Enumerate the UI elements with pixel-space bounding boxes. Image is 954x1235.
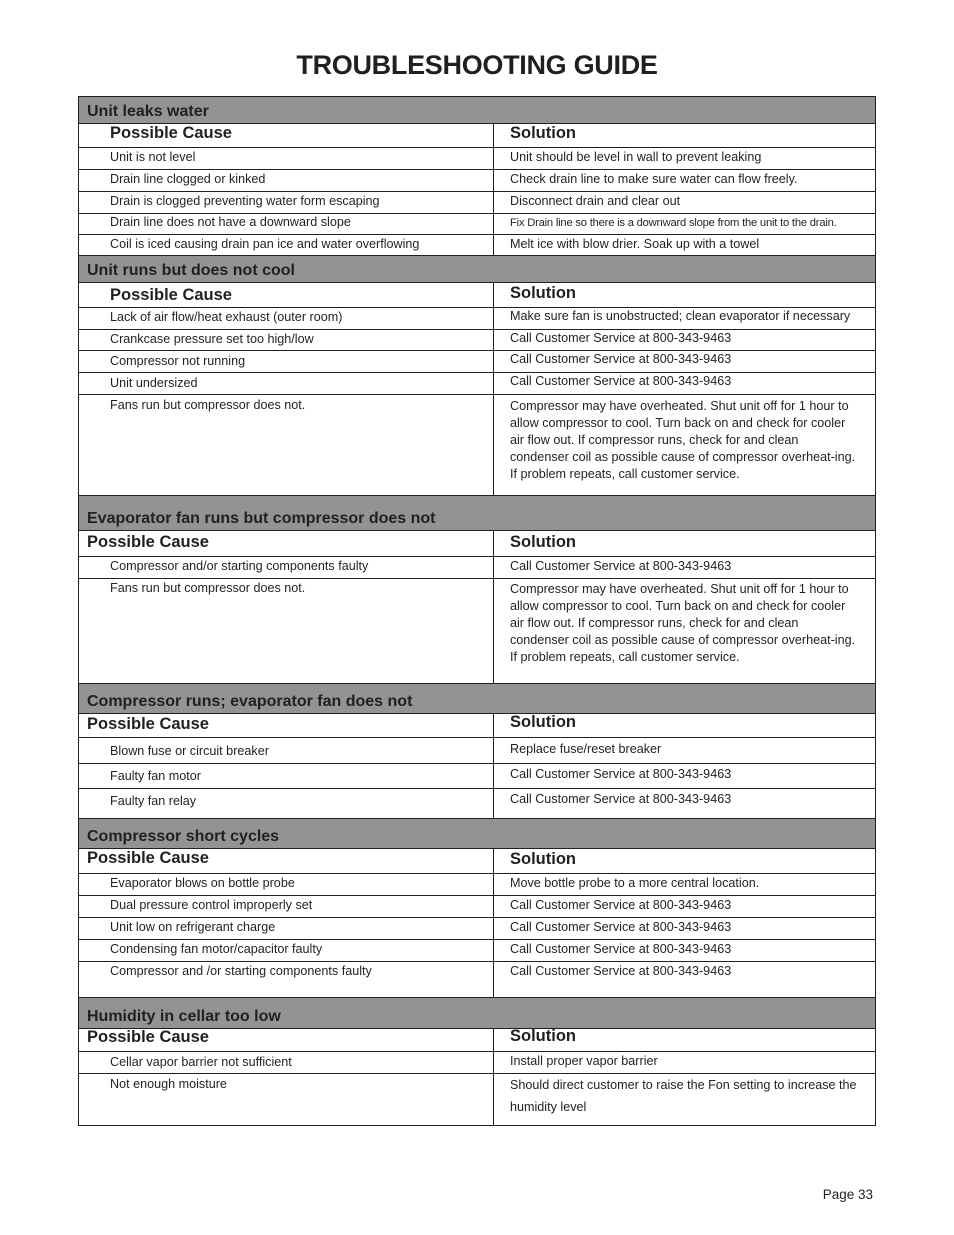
possible-cause-header: Possible Cause bbox=[110, 124, 232, 142]
solution-cell: Call Customer Service at 800-343-9463 bbox=[510, 942, 732, 956]
cause-cell: Faulty fan motor bbox=[110, 769, 201, 783]
column-divider bbox=[493, 849, 494, 998]
solution-cell: Melt ice with blow drier. Soak up with a towel bbox=[510, 237, 760, 251]
page-title: TROUBLESHOOTING GUIDE bbox=[296, 50, 658, 80]
section-unit-leaks-water bbox=[79, 97, 875, 255]
cause-cell: Faulty fan relay bbox=[110, 794, 197, 808]
solution-cell: Call Customer Service at 800-343-9463 bbox=[510, 352, 732, 366]
possible-cause-header: Possible Cause bbox=[87, 533, 209, 551]
cause-cell: Crankcase pressure set too high/low bbox=[110, 332, 314, 346]
solution-cell: Call Customer Service at 800-343-9463 bbox=[510, 331, 732, 345]
cause-cell: Fans run but compressor does not. bbox=[110, 398, 306, 412]
solution-cell: Call Customer Service at 800-343-9463 bbox=[510, 920, 732, 934]
solution-cell: Disconnect drain and clear out bbox=[510, 194, 681, 208]
cause-cell: Compressor not running bbox=[110, 354, 246, 368]
solution-cell: Call Customer Service at 800-343-9463 bbox=[510, 767, 732, 781]
possible-cause-header: Possible Cause bbox=[87, 849, 209, 867]
section-humidity-too-low bbox=[79, 997, 875, 1125]
solution-cell: Compressor may have overheated. Shut unit off for 1 hour to allow compressor to cool. Turn back on and check for cooler air flow out. If compressor runs, check for and clean condenser coil as possible cause of compressor overheat-ing. If problem repeats, call customer service. bbox=[510, 399, 856, 481]
cause-cell: Cellar vapor barrier not sufficient bbox=[110, 1055, 292, 1069]
solution-header: Solution bbox=[510, 713, 576, 731]
section-heading: Evaporator fan runs but compressor does not bbox=[87, 510, 436, 527]
solution-header: Solution bbox=[510, 533, 576, 551]
section-heading-band bbox=[79, 496, 875, 531]
possible-cause-header: Possible Cause bbox=[87, 1028, 209, 1046]
cause-cell: Unit undersized bbox=[110, 376, 198, 390]
section-evaporator-fan-runs bbox=[79, 495, 875, 683]
solution-cell: Unit should be level in wall to prevent leaking bbox=[510, 150, 762, 164]
cause-cell: Blown fuse or circuit breaker bbox=[110, 744, 269, 758]
solution-cell: Call Customer Service at 800-343-9463 bbox=[510, 964, 732, 978]
cause-cell: Drain line clogged or kinked bbox=[110, 172, 266, 186]
cause-cell: Lack of air flow/heat exhaust (outer room) bbox=[110, 310, 343, 324]
solution-cell: Fix Drain line so there is a downward slope from the unit to the drain. bbox=[510, 217, 837, 229]
solution-cell: Make sure fan is unobstructed; clean evaporator if necessary bbox=[510, 309, 851, 323]
section-heading: Unit leaks water bbox=[87, 103, 209, 120]
cause-cell: Compressor and/or starting components faulty bbox=[110, 559, 369, 573]
cause-cell: Evaporator blows on bottle probe bbox=[110, 876, 295, 890]
cause-cell: Fans run but compressor does not. bbox=[110, 581, 306, 595]
solution-header: Solution bbox=[510, 850, 576, 868]
cause-cell: Unit low on refrigerant charge bbox=[110, 920, 276, 934]
section-heading: Compressor short cycles bbox=[87, 828, 280, 845]
troubleshooting-table bbox=[78, 96, 876, 1126]
section-heading-band bbox=[79, 684, 875, 714]
section-unit-runs-not-cool bbox=[79, 255, 875, 495]
section-heading-band bbox=[79, 819, 875, 849]
section-heading-band bbox=[79, 998, 875, 1029]
solution-cell: Should direct customer to raise the Fon setting to increase the humidity level bbox=[510, 1078, 857, 1114]
solution-cell: Call Customer Service at 800-343-9463 bbox=[510, 374, 732, 388]
page-number: Page 33 bbox=[822, 1187, 873, 1202]
section-heading-band bbox=[79, 256, 875, 283]
cause-cell: Drain is clogged preventing water form escaping bbox=[110, 194, 380, 208]
column-divider bbox=[493, 124, 494, 255]
cause-cell: Dual pressure control improperly set bbox=[110, 898, 313, 912]
cause-cell: Drain line does not have a downward slope bbox=[110, 215, 351, 229]
possible-cause-header: Possible Cause bbox=[110, 286, 232, 304]
solution-header: Solution bbox=[510, 284, 576, 302]
solution-cell: Call Customer Service at 800-343-9463 bbox=[510, 792, 732, 806]
section-compressor-short-cycles bbox=[79, 818, 875, 997]
section-heading: Humidity in cellar too low bbox=[87, 1008, 281, 1025]
solution-cell: Replace fuse/reset breaker bbox=[510, 742, 662, 756]
solution-cell: Call Customer Service at 800-343-9463 bbox=[510, 898, 732, 912]
solution-header: Solution bbox=[510, 124, 576, 142]
section-heading: Compressor runs; evaporator fan does not bbox=[87, 693, 413, 710]
column-divider bbox=[493, 283, 494, 496]
cause-cell: Coil is iced causing drain pan ice and water overflowing bbox=[110, 237, 420, 251]
column-divider bbox=[493, 1029, 494, 1126]
section-heading-band bbox=[79, 97, 875, 124]
cause-cell: Compressor and /or starting components faulty bbox=[110, 964, 372, 978]
solution-cell: Install proper vapor barrier bbox=[510, 1054, 658, 1068]
section-compressor-runs bbox=[79, 683, 875, 818]
solution-cell: Call Customer Service at 800-343-9463 bbox=[510, 559, 732, 573]
solution-cell: Move bottle probe to a more central location. bbox=[510, 876, 760, 890]
column-divider bbox=[493, 531, 494, 684]
solution-header: Solution bbox=[510, 1027, 576, 1045]
cause-cell: Condensing fan motor/capacitor faulty bbox=[110, 942, 323, 956]
column-divider bbox=[493, 714, 494, 819]
solution-cell: Compressor may have overheated. Shut unit off for 1 hour to allow compressor to cool. Turn back on and check for cooler air flow out. If compressor runs, check for and clean condenser coil as possible cause of compressor overheat-ing. If problem repeats, call customer service. bbox=[510, 582, 856, 664]
cause-cell: Unit is not level bbox=[110, 150, 196, 164]
possible-cause-header: Possible Cause bbox=[87, 715, 209, 733]
cause-cell: Not enough moisture bbox=[110, 1077, 227, 1091]
solution-cell: Check drain line to make sure water can flow freely. bbox=[510, 172, 798, 186]
section-heading: Unit runs but does not cool bbox=[87, 262, 295, 279]
